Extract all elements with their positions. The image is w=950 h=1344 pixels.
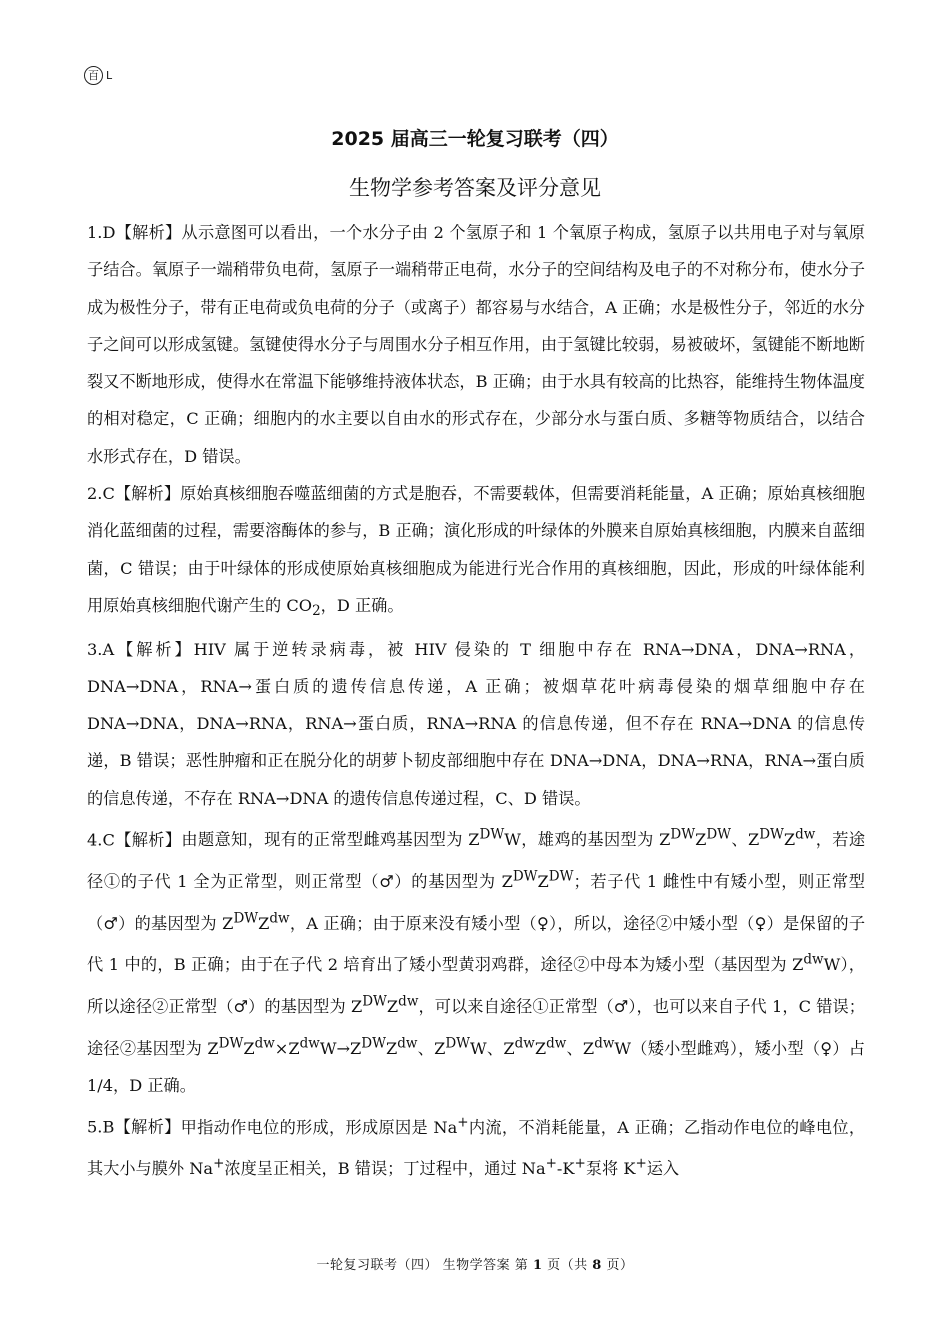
analysis-tag: 【解析】 <box>114 1117 181 1137</box>
answer-number: 1.D <box>87 223 116 242</box>
answer-list <box>87 214 865 1188</box>
answer-item <box>87 817 865 1104</box>
document-title: 2025 届高三一轮复习联考（四） <box>331 128 619 150</box>
answer-text: HIV 属于逆转录病毒，被 HIV 侵染的 T 细胞中存在 RNA→DNA，DNA→RNA，DNA→DNA，RNA→蛋白质的遗传信息传递，A 正确；被烟草花叶病毒侵染的烟草细胞中存在 DNA→DNA，DNA→RNA，RNA→蛋白质，RNA→RNA 的信息传递，但不存在 RNA→DNA 的信息传递，B 错误；恶性肿瘤和正在脱分化的胡萝卜韧皮部细胞中存在 DNA→DNA，DNA→RNA，RNA→蛋白质的信息传递，不存在 RNA→DNA 的遗传信息传递过程，C、D 错误。 <box>87 639 866 808</box>
footer-suffix: 页） <box>601 1258 634 1273</box>
answer-text: 从示意图可以看出，一个水分子由 2 个氢原子和 1 个氧原子构成，氢原子以共用电子对与氧原子结合。氧原子一端稍带负电荷，氢原子一端稍带正电荷，水分子的空间结构及电子的不对称分布，使水分子成为极性分子，带有正电荷或负电荷的分子（或离子）都容易与水结合，A 正确；水是极性分子，邻近的水分子之间可以形成氢键。氢键使得水分子与周围水分子相互作用，由于氢键比较弱，易被破坏，氢键能不断地断裂又不断地形成，使得水在常温下能够维持液体状态，B 正确；由于水具有较高的比热容，能维持生物体温度的相对稳定，C 正确；细胞内的水主要以自由水的形式存在，少部分水与蛋白质、多糖等物质结合，以结合水形式存在，D 错误。 <box>87 223 865 466</box>
footer-total-pages: 8 <box>592 1258 602 1273</box>
document-subtitle: 生物学参考答案及评分意见 <box>349 176 601 200</box>
footer-middle: 页（共 <box>542 1258 593 1273</box>
page-footer <box>0 1254 950 1273</box>
answer-text: 甲指动作电位的形成，形成原因是 Na+内流，不消耗能量，A 正确；乙指动作电位的峰电位，其大小与膜外 Na+浓度呈正相关，B 错误；丁过程中，通过 Na+-K+泵将 K+运入 <box>87 1114 866 1179</box>
answer-number: 3.A <box>87 639 115 659</box>
corner-letter: L <box>106 69 113 82</box>
analysis-tag: 【解析】 <box>114 830 182 850</box>
corner-mark <box>84 66 112 85</box>
circled-char-mark: 百 <box>84 66 103 85</box>
analysis-tag: 【解析】 <box>114 484 181 504</box>
analysis-tag: 【解析】 <box>115 223 182 242</box>
answer-text: 原始真核细胞吞噬蓝细菌的方式是胞吞，不需要载体，但需要消耗能量，A 正确；原始真核细胞消化蓝细菌的过程，需要溶酶体的参与，B 正确；演化形成的叶绿体的外膜来自原始真核细胞，内膜来自蓝细菌，C 错误；由于叶绿体的形成使原始真核细胞成为能进行光合作用的真核细胞，因此，形成的叶绿体能利用原始真核细胞代谢产生的 $CO_2$，D 正确。 <box>87 484 865 620</box>
answer-item <box>87 475 865 630</box>
footer-prefix: 一轮复习联考（四） 生物学答案 第 <box>316 1258 533 1273</box>
answer-number: 5.B <box>87 1117 115 1137</box>
footer-page-number: 1 <box>532 1258 543 1273</box>
answer-item <box>87 214 865 475</box>
answer-number: 2.C <box>87 484 115 504</box>
answer-number: 4.C <box>87 830 115 850</box>
analysis-tag: 【解析】 <box>114 639 194 659</box>
answer-text: 由题意知，现有的正常型雌鸡基因型为 $Z^{DW}W$，雄鸡的基因型为 $Z^{DW}Z^{DW}$、$Z^{DW}Z^{dw}$，若途径①的子代 1 全为正常型，则正常型（♂）的基因型为 $Z^{DW}Z^{DW}$；若子代 1 雌性中有矮小型，则正常型（♂）的基因型为 $Z^{DW}Z^{dw}$，A 正确；由于原来没有矮小型（♀），所以，途径②中矮小型（♀）是保留的子代 1 中的，B 正确；由于在子代 2 培育出了矮小型黄羽鸡群，途径②中母本为矮小型（基因型为 $Z^{dw}W$），所以途径②正常型（♂）的基因型为 $Z^{DW}Z^{dw}$，可以来自途径①正常型（♂），也可以来自子代 1，C 错误；途径②基因型为 $Z^{DW}Z^{dw}\times Z^{dw}W\to Z^{DW}Z^{dw}$、$Z^{DW}W$、$Z^{dw}Z^{dw}$、$Z^{dw}W$（矮小型雌鸡），矮小型（♀）占 1/4，D 正确。 <box>87 826 866 1096</box>
answer-item <box>87 1104 865 1187</box>
answer-item <box>87 631 865 817</box>
